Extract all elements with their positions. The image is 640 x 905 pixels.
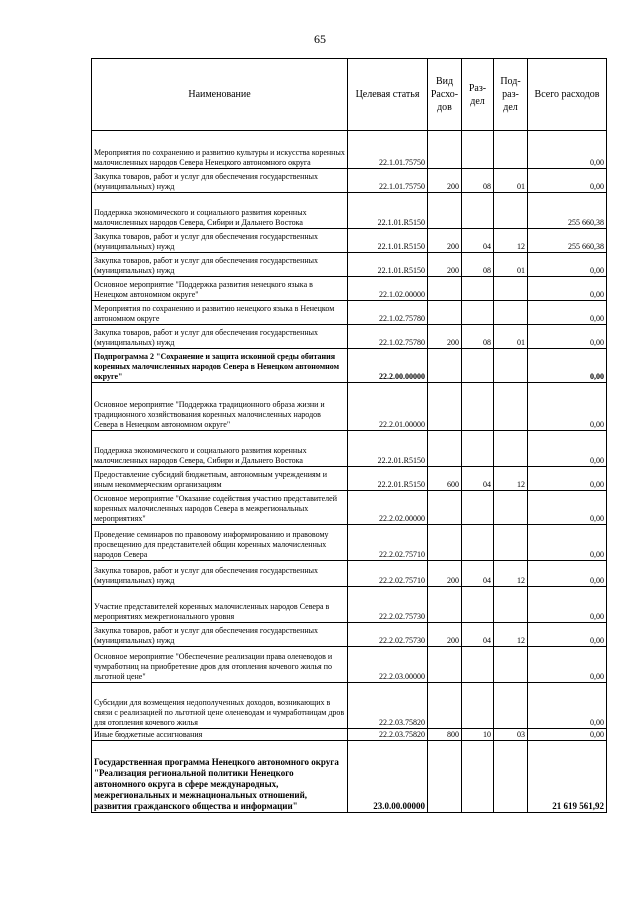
row-expense-type-cell: 200 bbox=[428, 325, 462, 349]
row-subsection-cell: 01 bbox=[494, 253, 528, 277]
row-name-cell: Закупка товаров, работ и услуг для обеспечения государственных (муниципальных) нужд bbox=[92, 325, 348, 349]
table-row bbox=[92, 277, 607, 301]
row-article-cell: 22.1.02.75780 bbox=[348, 325, 428, 349]
header-total: Всего расходов bbox=[528, 59, 607, 131]
row-article-cell: 22.2.02.75710 bbox=[348, 561, 428, 587]
row-expense-type-cell: 200 bbox=[428, 253, 462, 277]
table-row bbox=[92, 229, 607, 253]
row-name-cell: Государственная программа Ненецкого автономного округа "Реализация региональной политики Ненецкого автономного округа в сфере международных, межрегиональных и межнациональных отношений, развития гражданского общества и информации" bbox=[92, 741, 348, 813]
row-subsection-cell bbox=[494, 301, 528, 325]
table-row bbox=[92, 193, 607, 229]
row-section-cell bbox=[462, 741, 494, 813]
header-name: Наименование bbox=[92, 59, 348, 131]
row-subsection-cell: 12 bbox=[494, 623, 528, 647]
header-article: Целевая статья bbox=[348, 59, 428, 131]
row-article-cell: 22.1.01.R5150 bbox=[348, 193, 428, 229]
table-row bbox=[92, 325, 607, 349]
row-name-cell: Иные бюджетные ассигнования bbox=[92, 729, 348, 741]
row-expense-type-cell: 800 bbox=[428, 729, 462, 741]
row-section-cell: 08 bbox=[462, 169, 494, 193]
table-row bbox=[92, 383, 607, 431]
row-name-cell: Участие представителей коренных малочисленных народов Севера в мероприятиях межрегионального уровня bbox=[92, 587, 348, 623]
row-expense-type-cell bbox=[428, 683, 462, 729]
row-name-cell: Закупка товаров, работ и услуг для обеспечения государственных (муниципальных) нужд bbox=[92, 623, 348, 647]
row-total-cell: 0,00 bbox=[528, 349, 607, 383]
row-article-cell: 22.2.03.75820 bbox=[348, 683, 428, 729]
row-subsection-cell bbox=[494, 193, 528, 229]
row-total-cell: 0,00 bbox=[528, 383, 607, 431]
row-subsection-cell bbox=[494, 431, 528, 467]
row-section-cell: 04 bbox=[462, 229, 494, 253]
row-expense-type-cell: 200 bbox=[428, 229, 462, 253]
row-section-cell bbox=[462, 131, 494, 169]
row-total-cell: 0,00 bbox=[528, 325, 607, 349]
row-expense-type-cell bbox=[428, 431, 462, 467]
table-row bbox=[92, 647, 607, 683]
row-article-cell: 22.2.01.R5150 bbox=[348, 431, 428, 467]
row-section-cell: 08 bbox=[462, 325, 494, 349]
row-expense-type-cell: 200 bbox=[428, 623, 462, 647]
row-name-cell: Закупка товаров, работ и услуг для обеспечения государственных (муниципальных) нужд bbox=[92, 229, 348, 253]
page-number: 65 bbox=[314, 32, 326, 46]
row-expense-type-cell bbox=[428, 193, 462, 229]
row-total-cell: 0,00 bbox=[528, 623, 607, 647]
row-total-cell: 0,00 bbox=[528, 431, 607, 467]
table-row bbox=[92, 131, 607, 169]
row-total-cell: 0,00 bbox=[528, 277, 607, 301]
row-article-cell: 22.1.02.00000 bbox=[348, 277, 428, 301]
row-section-cell bbox=[462, 349, 494, 383]
row-expense-type-cell bbox=[428, 587, 462, 623]
row-name-cell: Закупка товаров, работ и услуг для обеспечения государственных (муниципальных) нужд bbox=[92, 253, 348, 277]
row-article-cell: 22.2.03.75820 bbox=[348, 729, 428, 741]
table-row bbox=[92, 169, 607, 193]
row-section-cell bbox=[462, 647, 494, 683]
row-total-cell: 255 660,38 bbox=[528, 229, 607, 253]
row-expense-type-cell bbox=[428, 525, 462, 561]
row-expense-type-cell bbox=[428, 301, 462, 325]
row-subsection-cell bbox=[494, 349, 528, 383]
row-subsection-cell bbox=[494, 277, 528, 301]
row-expense-type-cell bbox=[428, 349, 462, 383]
row-expense-type-cell bbox=[428, 491, 462, 525]
row-total-cell: 0,00 bbox=[528, 647, 607, 683]
row-expense-type-cell: 200 bbox=[428, 561, 462, 587]
row-name-cell: Мероприятия по сохранению и развитию ненецкого языка в Ненецком автономном округе bbox=[92, 301, 348, 325]
row-article-cell: 22.2.01.R5150 bbox=[348, 467, 428, 491]
row-name-cell: Закупка товаров, работ и услуг для обеспечения государственных (муниципальных) нужд bbox=[92, 169, 348, 193]
row-section-cell: 04 bbox=[462, 561, 494, 587]
row-expense-type-cell bbox=[428, 277, 462, 301]
row-section-cell: 08 bbox=[462, 253, 494, 277]
table-row bbox=[92, 683, 607, 729]
row-total-cell: 0,00 bbox=[528, 683, 607, 729]
row-article-cell: 22.2.02.00000 bbox=[348, 491, 428, 525]
row-article-cell: 22.2.02.75730 bbox=[348, 623, 428, 647]
row-section-cell bbox=[462, 193, 494, 229]
row-subsection-cell bbox=[494, 383, 528, 431]
row-name-cell: Поддержка экономического и социального развития коренных малочисленных народов Севера, Сибири и Дальнего Востока bbox=[92, 193, 348, 229]
row-total-cell: 0,00 bbox=[528, 253, 607, 277]
row-total-cell: 21 619 561,92 bbox=[528, 741, 607, 813]
row-section-cell bbox=[462, 277, 494, 301]
row-expense-type-cell bbox=[428, 131, 462, 169]
row-name-cell: Проведение семинаров по правовому информированию и правовому просвещению для представителей общин коренных малочисленных народов Севера bbox=[92, 525, 348, 561]
table-row bbox=[92, 623, 607, 647]
header-section: Раз- дел bbox=[462, 59, 494, 131]
row-subsection-cell: 03 bbox=[494, 729, 528, 741]
row-subsection-cell bbox=[494, 525, 528, 561]
row-expense-type-cell: 200 bbox=[428, 169, 462, 193]
row-name-cell: Закупка товаров, работ и услуг для обеспечения государственных (муниципальных) нужд bbox=[92, 561, 348, 587]
row-subsection-cell: 12 bbox=[494, 467, 528, 491]
row-name-cell: Основное мероприятие "Поддержка традиционного образа жизни и традиционного хозяйствования коренных малочисленных народов Севера в Ненецком автономном округе" bbox=[92, 383, 348, 431]
row-name-cell: Основное мероприятие "Поддержка развития ненецкого языка в Ненецком автономном округе" bbox=[92, 277, 348, 301]
row-subsection-cell bbox=[494, 683, 528, 729]
row-name-cell: Мероприятия по сохранению и развитию культуры и искусства коренных малочисленных народов Севера Ненецкого автономного округа bbox=[92, 131, 348, 169]
row-section-cell bbox=[462, 301, 494, 325]
row-article-cell: 23.0.00.00000 bbox=[348, 741, 428, 813]
row-subsection-cell bbox=[494, 647, 528, 683]
row-name-cell: Предоставление субсидий бюджетным, автономным учреждениям и иным некоммерческим организациям bbox=[92, 467, 348, 491]
row-name-cell: Основное мероприятие "Оказание содействия участию представителей коренных малочисленных народов Севера в межрегиональных мероприятиях" bbox=[92, 491, 348, 525]
row-article-cell: 22.2.02.75710 bbox=[348, 525, 428, 561]
row-total-cell: 0,00 bbox=[528, 131, 607, 169]
table-row bbox=[92, 301, 607, 325]
row-total-cell: 0,00 bbox=[528, 729, 607, 741]
row-total-cell: 0,00 bbox=[528, 467, 607, 491]
row-total-cell: 0,00 bbox=[528, 587, 607, 623]
row-total-cell: 0,00 bbox=[528, 491, 607, 525]
row-article-cell: 22.2.00.00000 bbox=[348, 349, 428, 383]
budget-table bbox=[91, 58, 607, 813]
row-section-cell: 10 bbox=[462, 729, 494, 741]
row-expense-type-cell bbox=[428, 741, 462, 813]
row-article-cell: 22.1.01.R5150 bbox=[348, 229, 428, 253]
row-section-cell bbox=[462, 683, 494, 729]
row-section-cell: 04 bbox=[462, 623, 494, 647]
row-subsection-cell bbox=[494, 587, 528, 623]
row-section-cell bbox=[462, 431, 494, 467]
row-expense-type-cell bbox=[428, 383, 462, 431]
row-subsection-cell bbox=[494, 491, 528, 525]
header-subsection: Под- раз- дел bbox=[494, 59, 528, 131]
row-name-cell: Субсидии для возмещения недополученных доходов, возникающих в связи с реализацией по льготной цене оленеводам и чумработницам дров для отопления кочевого жилья bbox=[92, 683, 348, 729]
row-article-cell: 22.2.03.00000 bbox=[348, 647, 428, 683]
row-section-cell bbox=[462, 587, 494, 623]
row-total-cell: 255 660,38 bbox=[528, 193, 607, 229]
table-row bbox=[92, 525, 607, 561]
row-article-cell: 22.1.01.R5150 bbox=[348, 253, 428, 277]
row-expense-type-cell bbox=[428, 647, 462, 683]
table-row bbox=[92, 349, 607, 383]
row-total-cell: 0,00 bbox=[528, 169, 607, 193]
table-row bbox=[92, 741, 607, 813]
row-section-cell: 04 bbox=[462, 467, 494, 491]
table-row bbox=[92, 491, 607, 525]
row-name-cell: Подпрограмма 2 "Сохранение и защита исконной среды обитания коренных малочисленных народов Севера в Ненецком автономном округе" bbox=[92, 349, 348, 383]
row-subsection-cell bbox=[494, 741, 528, 813]
table-row bbox=[92, 587, 607, 623]
row-total-cell: 0,00 bbox=[528, 561, 607, 587]
row-section-cell bbox=[462, 383, 494, 431]
table-row bbox=[92, 467, 607, 491]
row-subsection-cell: 01 bbox=[494, 325, 528, 349]
row-section-cell bbox=[462, 491, 494, 525]
table-row bbox=[92, 253, 607, 277]
row-article-cell: 22.2.01.00000 bbox=[348, 383, 428, 431]
table-row bbox=[92, 431, 607, 467]
row-name-cell: Основное мероприятие "Обеспечение реализации права оленеводов и чумработниц на приобретение дров для отопления кочевого жилья по льготной цене" bbox=[92, 647, 348, 683]
row-expense-type-cell: 600 bbox=[428, 467, 462, 491]
row-article-cell: 22.1.02.75780 bbox=[348, 301, 428, 325]
row-article-cell: 22.2.02.75730 bbox=[348, 587, 428, 623]
row-article-cell: 22.1.01.75750 bbox=[348, 169, 428, 193]
row-subsection-cell: 12 bbox=[494, 229, 528, 253]
table-body bbox=[92, 131, 607, 813]
row-total-cell: 0,00 bbox=[528, 525, 607, 561]
table-row bbox=[92, 561, 607, 587]
row-total-cell: 0,00 bbox=[528, 301, 607, 325]
table-row bbox=[92, 729, 607, 741]
table-header-row bbox=[92, 59, 607, 131]
row-name-cell: Поддержка экономического и социального развития коренных малочисленных народов Севера, Сибири и Дальнего Востока bbox=[92, 431, 348, 467]
row-subsection-cell bbox=[494, 131, 528, 169]
row-subsection-cell: 01 bbox=[494, 169, 528, 193]
row-article-cell: 22.1.01.75750 bbox=[348, 131, 428, 169]
row-section-cell bbox=[462, 525, 494, 561]
header-expense-type: Вид Расхо- дов bbox=[428, 59, 462, 131]
row-subsection-cell: 12 bbox=[494, 561, 528, 587]
